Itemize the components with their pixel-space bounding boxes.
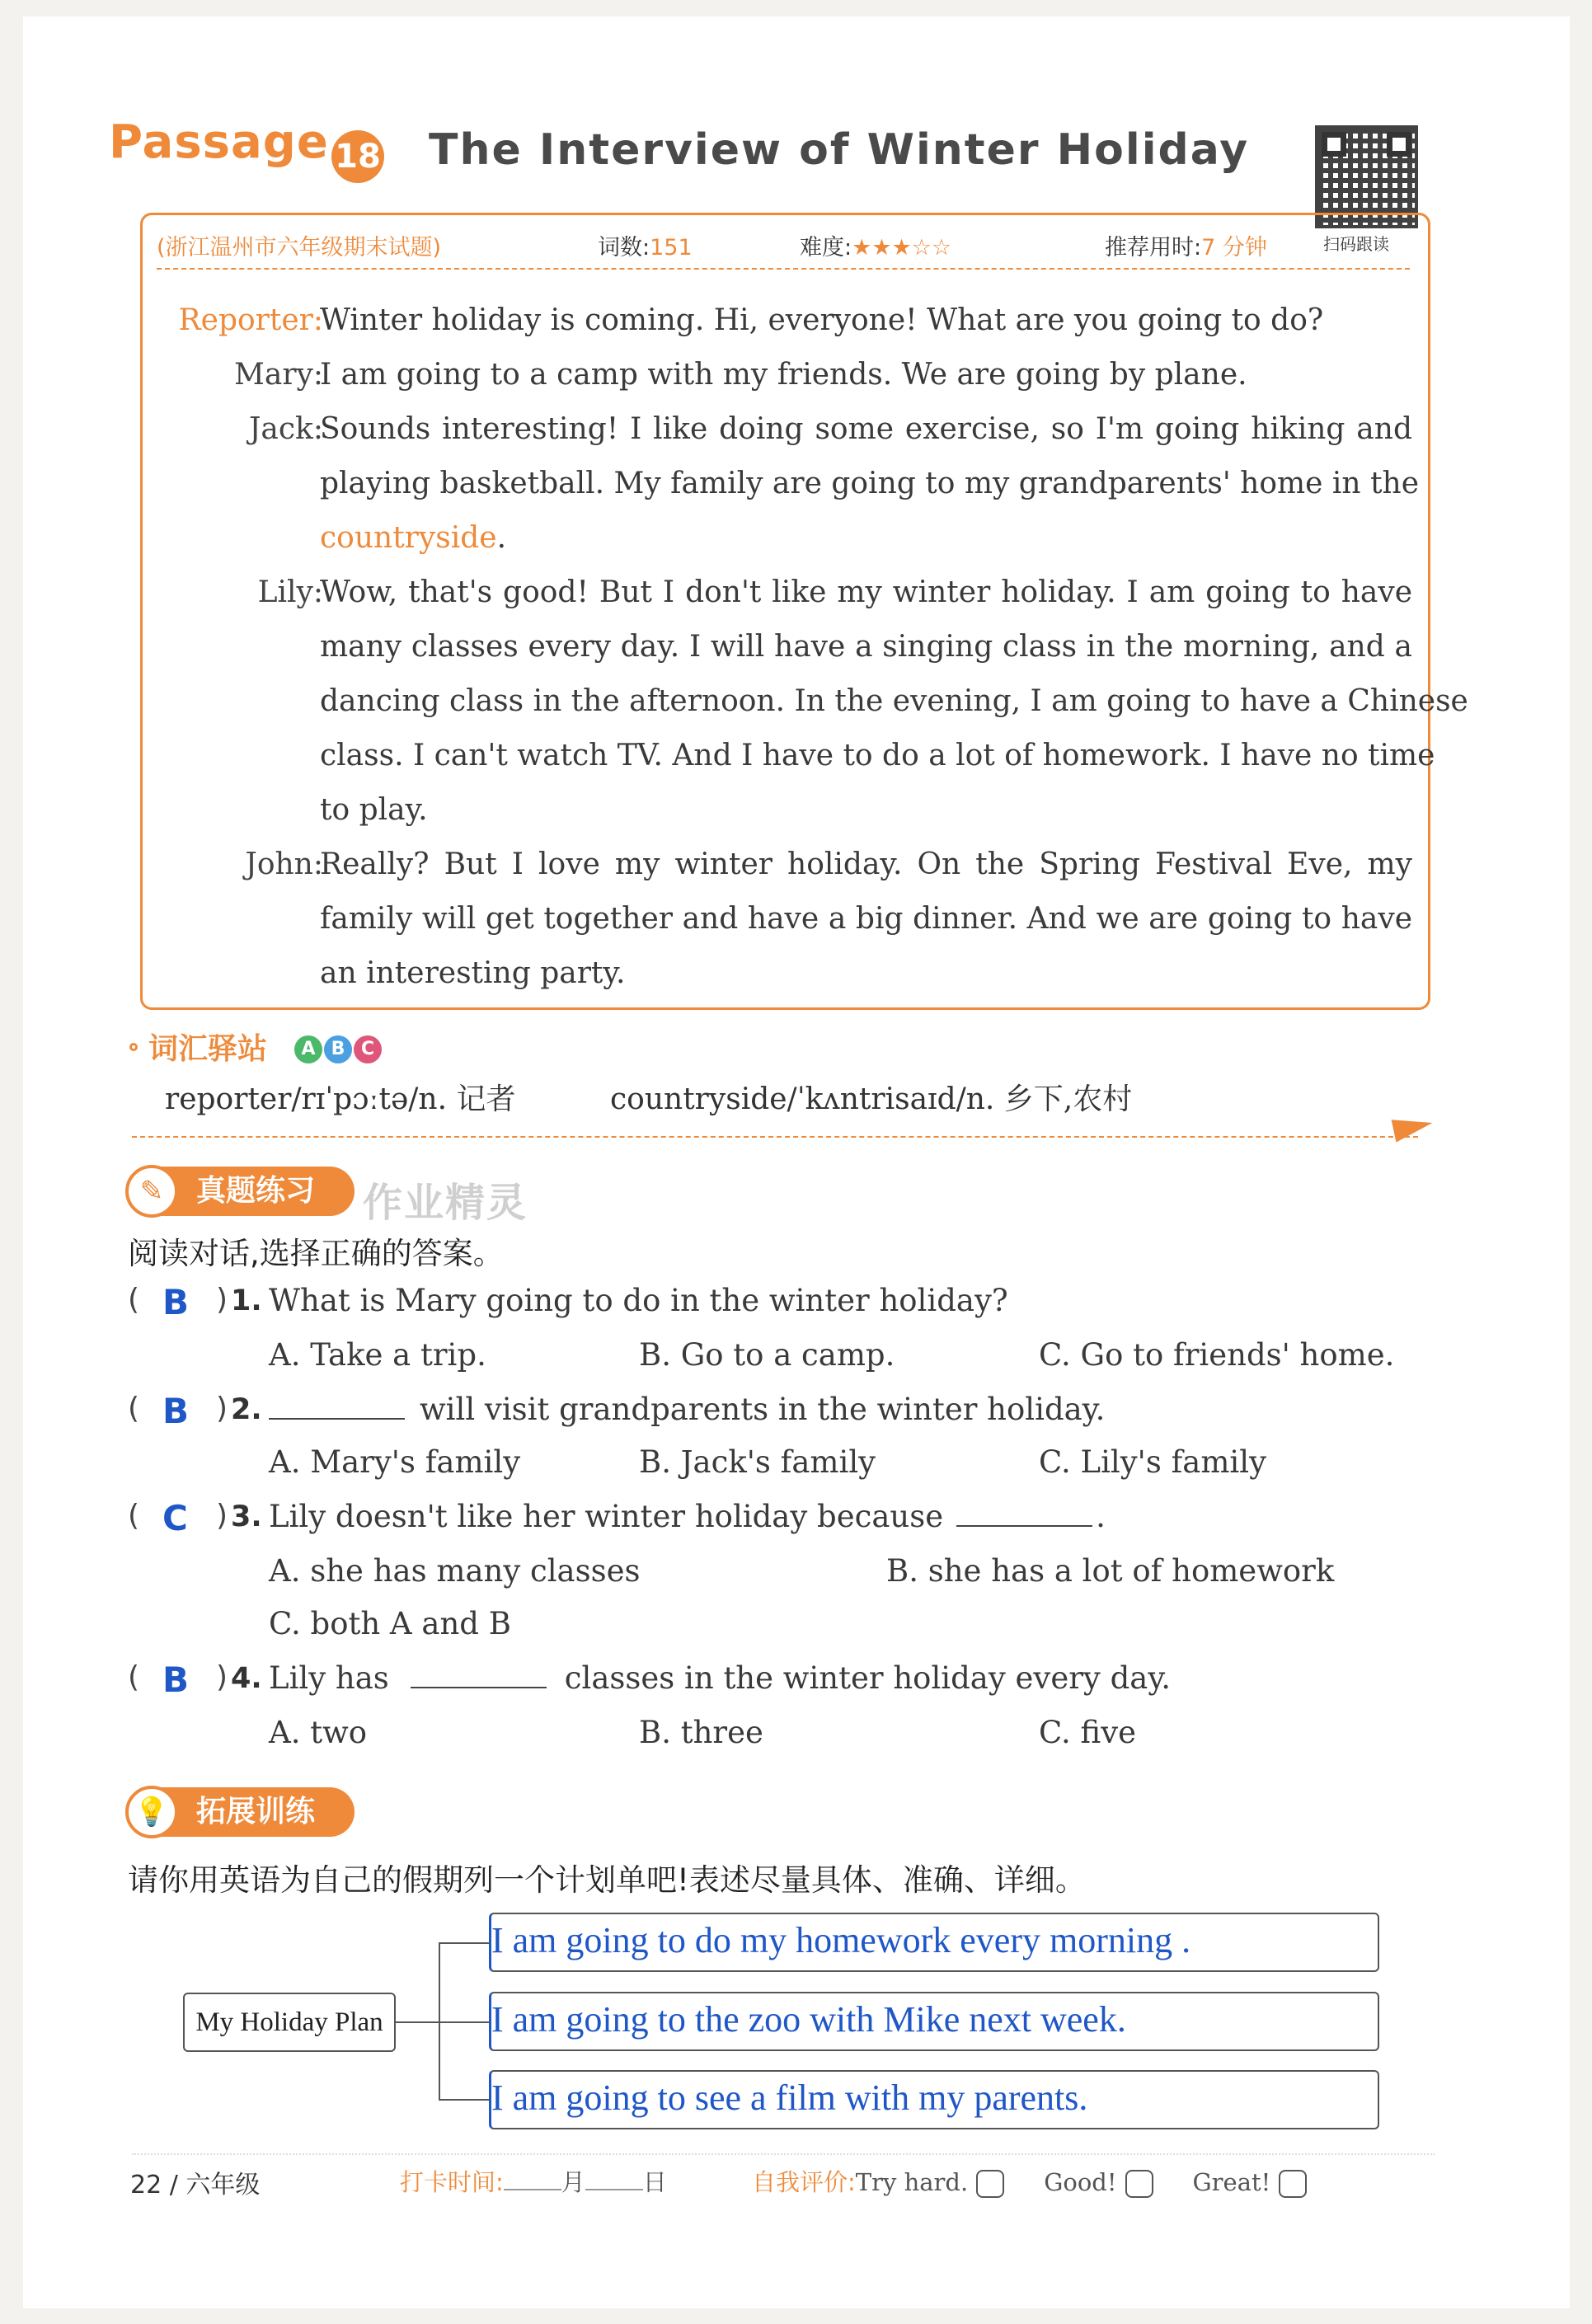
dialogue-line: many classes every day. I will have a singing class in the morning, and a	[320, 630, 1412, 664]
answer-bracket: )	[216, 1499, 228, 1533]
section-badge-extension: 拓展训练	[132, 1787, 355, 1837]
question-number: 3.	[231, 1500, 262, 1533]
dialogue-line: Winter holiday is coming. Hi, everyone! What are you going to do?	[320, 303, 1324, 337]
watermark: 作业精灵	[363, 1180, 528, 1226]
option-a: A. Take a trip.	[269, 1337, 486, 1373]
divider	[132, 1136, 1418, 1138]
dialogue-line: Really? But I love my winter holiday. On the Spring Festival Eve, my	[320, 847, 1412, 881]
section-badge-practice: 真题练习	[132, 1167, 355, 1216]
dialogue-line: Wow, that's good! But I don't like my winter holiday. I am going to have	[320, 575, 1412, 609]
checkbox-try-hard[interactable]	[976, 2170, 1004, 2198]
answer-bracket: (	[128, 1283, 140, 1317]
dialogue-line: family will get together and have a big dinner. And we are going to have	[320, 902, 1412, 936]
passage-number-badge: 18	[331, 130, 384, 183]
option-c: C. Lily's family	[1039, 1444, 1266, 1480]
pencil-icon: ✎	[125, 1165, 178, 1218]
star-icons: ★★★☆☆	[852, 235, 952, 261]
checkbox-good[interactable]	[1125, 2170, 1153, 2198]
option-b: B. three	[639, 1715, 763, 1750]
letter-b-icon: B	[324, 1035, 352, 1063]
source-text: (浙江温州市六年级期末试题)	[157, 235, 442, 261]
answer-q2: B	[162, 1391, 190, 1431]
connector-line	[439, 2021, 489, 2023]
passage-info-row	[157, 229, 1311, 264]
dialogue-line: I am going to a camp with my friends. We are going by plane.	[320, 358, 1247, 392]
plan-answer-1: I am going to do my homework every morning .	[491, 1920, 1191, 1960]
answer-blank	[411, 1662, 547, 1688]
speaker-mary: Mary:	[234, 358, 323, 392]
letter-a-icon: A	[294, 1035, 322, 1063]
answer-bracket: )	[216, 1660, 228, 1694]
recommended-time: 推荐用时:7 分钟	[1105, 235, 1267, 261]
option-b: B. Jack's family	[639, 1444, 876, 1480]
answer-bracket: (	[128, 1392, 140, 1425]
question-stem: Lily doesn't like her winter holiday because .	[269, 1499, 1106, 1534]
difficulty: 难度:★★★☆☆	[800, 235, 952, 261]
option-a: A. two	[269, 1715, 368, 1750]
plan-answer-3: I am going to see a film with my parents.	[491, 2078, 1088, 2118]
dialogue-line: playing basketball. My family are going to my grandparents' home in the	[320, 467, 1420, 500]
connector-line	[439, 1942, 489, 1944]
answer-bracket: )	[216, 1283, 228, 1317]
option-a: A. Mary's family	[269, 1444, 521, 1480]
question-stem: Lily has classes in the winter holiday every day.	[269, 1660, 1172, 1696]
speaker-john: John:	[245, 847, 323, 881]
answer-bracket: (	[128, 1499, 140, 1533]
vocab-entry-reporter: reporter/rɪˈpɔːtə/n. 记者	[165, 1082, 516, 1116]
bullet-icon	[129, 1043, 138, 1051]
question-stem: What is Mary going to do in the winter holiday?	[269, 1283, 1008, 1318]
practice-instruction: 阅读对话,选择正确的答案。	[128, 1236, 504, 1271]
question-number: 4.	[231, 1662, 262, 1695]
answer-q4: B	[162, 1660, 190, 1700]
extension-instruction: 请你用英语为自己的假期列一个计划单吧!表述尽量具体、准确、详细。	[128, 1862, 1086, 1898]
option-b: B. Go to a camp.	[639, 1337, 895, 1373]
answer-q1: B	[162, 1282, 190, 1322]
dialogue-line: an interesting party.	[320, 956, 626, 990]
answer-bracket: (	[128, 1660, 140, 1694]
connector-line	[439, 2099, 489, 2101]
month-blank	[504, 2167, 561, 2190]
lightbulb-icon: 💡	[125, 1786, 178, 1838]
passage-label: Passage	[109, 115, 329, 169]
speaker-jack: Jack:	[249, 412, 323, 446]
dialogue-line: to play.	[320, 793, 428, 827]
option-c: C. five	[1039, 1715, 1136, 1750]
option-a: A. she has many classes	[269, 1553, 641, 1589]
question-number: 1.	[231, 1284, 262, 1317]
answer-blank	[956, 1500, 1092, 1527]
option-c: C. both A and B	[269, 1606, 511, 1641]
speaker-lily: Lily:	[257, 575, 323, 609]
day-blank	[585, 2167, 643, 2190]
question-number: 2.	[231, 1393, 262, 1426]
highlighted-word: countryside	[320, 521, 497, 555]
divider	[132, 2153, 1435, 2155]
page-number: 22 / 六年级	[130, 2171, 261, 2200]
qr-label: 扫码跟读	[1323, 234, 1389, 254]
dialogue-line: Sounds interesting! I like doing some exercise, so I'm going hiking and	[320, 412, 1412, 446]
checkbox-great[interactable]	[1279, 2170, 1307, 2198]
answer-blank	[269, 1393, 405, 1420]
connector-line	[396, 2021, 439, 2023]
question-stem: will visit grandparents in the winter holiday.	[269, 1392, 1105, 1427]
vocab-heading: 词汇驿站	[148, 1032, 268, 1066]
answer-bracket: )	[216, 1392, 228, 1425]
word-count: 词数:151	[598, 235, 693, 261]
speaker-reporter: Reporter:	[178, 303, 323, 337]
dialogue-line: countryside.	[320, 521, 507, 555]
answer-q3: C	[162, 1498, 188, 1538]
option-c: C. Go to friends' home.	[1039, 1337, 1395, 1373]
plan-answer-2: I am going to the zoo with Mike next week.	[491, 1999, 1126, 2040]
dialogue-line: dancing class in the afternoon. In the evening, I am going to have a Chinese	[320, 684, 1468, 718]
option-b: B. she has a lot of homework	[886, 1553, 1335, 1589]
vocab-entry-countryside: countryside/ˈkʌntrisaɪd/n. 乡下,农村	[610, 1082, 1133, 1116]
page-title: The Interview of Winter Holiday	[429, 125, 1250, 175]
plan-title-box: My Holiday Plan	[183, 1993, 396, 2052]
self-evaluation: 自我评价:Try hard. Good! Great!	[752, 2164, 1307, 2198]
divider	[157, 268, 1410, 270]
punch-in-time: 打卡时间: 月 日	[400, 2168, 667, 2196]
letter-c-icon: C	[354, 1035, 382, 1063]
dialogue-line: class. I can't watch TV. And I have to do a lot of homework. I have no time	[320, 739, 1435, 772]
